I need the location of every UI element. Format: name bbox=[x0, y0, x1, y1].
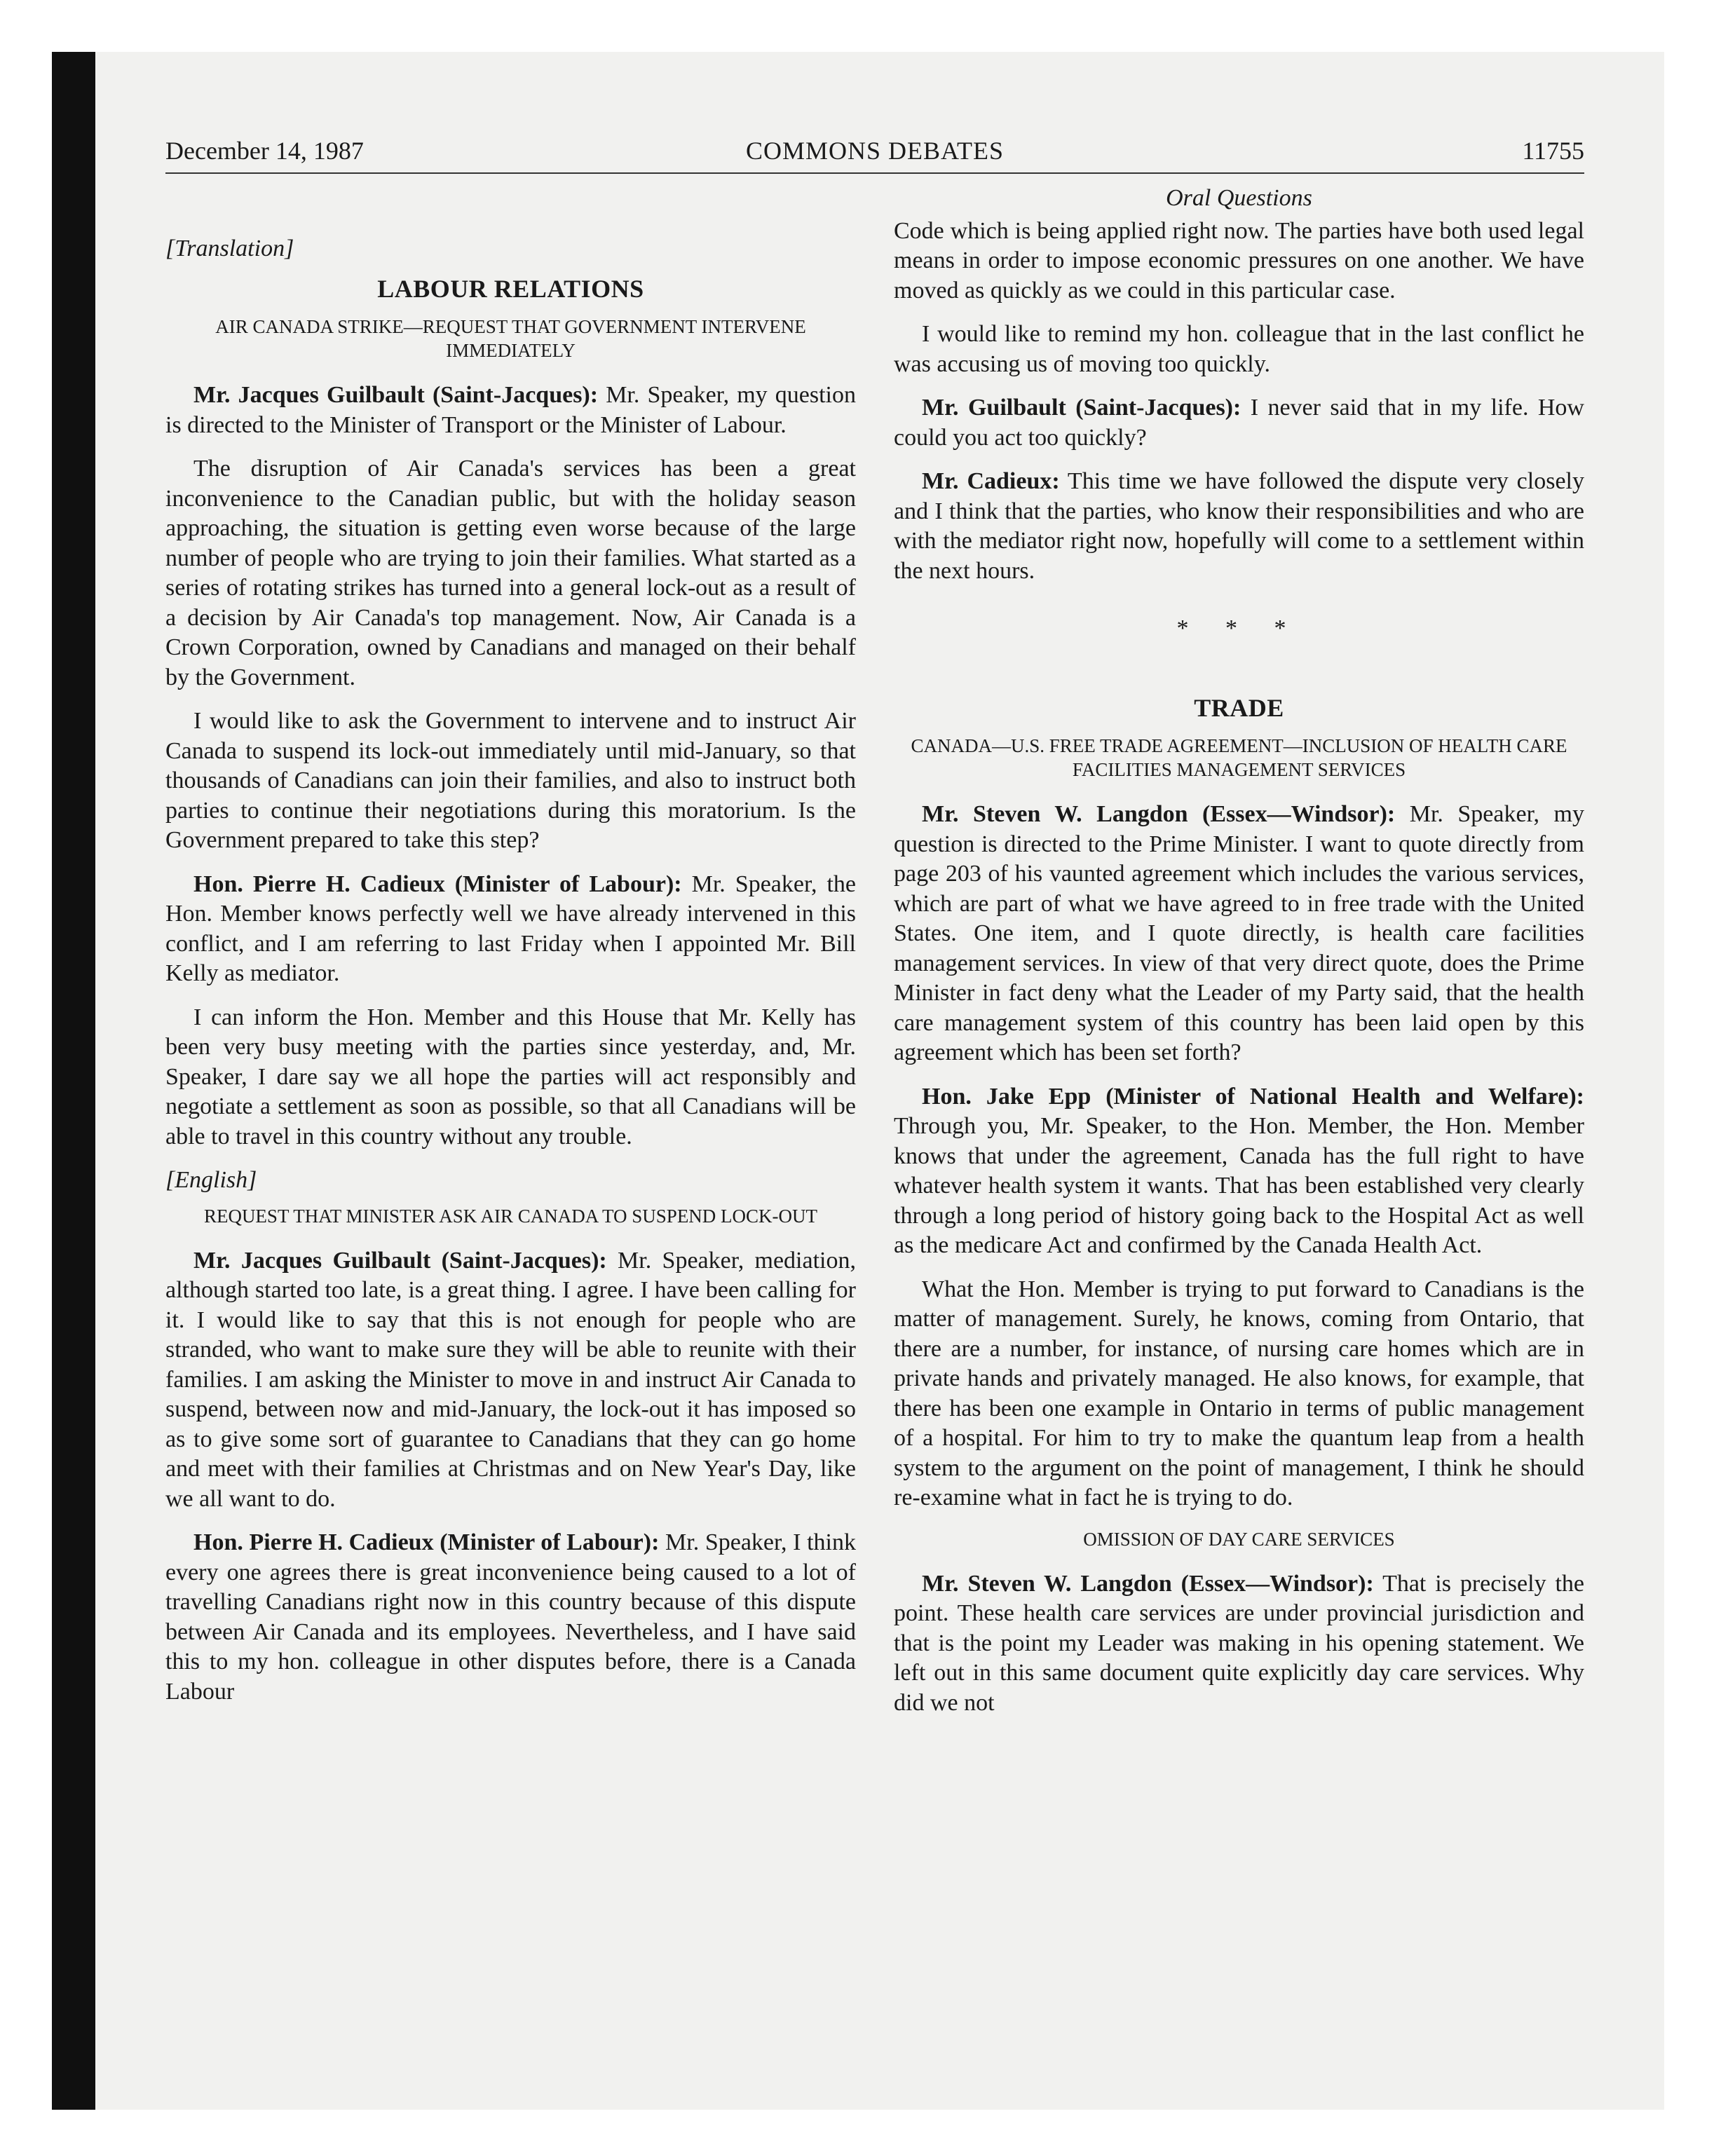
speech-text: Mr. Speaker, mediation, although started too late, is a great thing. I agree. I have been calling for it. I would like to say that this is not enough for people who are stranded, who want to make sure they will be able to reunite with their families. I am asking the Minister to move in and instruct Air Canada to suspend, between now and mid-January, the lock-out it has imposed so as to give some sort of guarantee to Canadians that they can go home and meet with their families at Christmas and on New Year's Day, like we all want to do. bbox=[165, 1247, 856, 1512]
speech-text: I never said that in my life. How could you act too quickly? bbox=[894, 395, 1584, 451]
speech-text: Mr. Speaker, my question is directed to the Minister of Transport or the Minister of Labour. bbox=[165, 382, 857, 438]
speaker-name: Mr. Jacques Guilbault (Saint-Jacques): bbox=[193, 382, 599, 408]
paragraph bbox=[165, 1246, 856, 1515]
speaker-name: Hon. Pierre H. Cadieux (Minister of Labour): bbox=[193, 1529, 660, 1555]
speech-text: Mr. Speaker, my question is directed to the Prime Minister. I want to quote directly from page 203 of his vaunted agreement which includes the various services, which are part of what we have agreed to in free trade with the United States. One item, and I quote directly, is health care facilities management services. In view of that very direct quote, does the Prime Minister in fact deny what the Leader of my Party said, that the health care management system of this country has been laid open by this agreement which has been set forth? bbox=[894, 801, 1584, 1065]
speaker-name: Mr. Jacques Guilbault (Saint-Jacques): bbox=[193, 1247, 607, 1274]
subheading-suspend-lockout: REQUEST THAT MINISTER ASK AIR CANADA TO SUSPEND LOCK-OUT bbox=[203, 1205, 818, 1227]
speaker-name: Mr. Guilbault (Saint-Jacques): bbox=[922, 395, 1241, 421]
paragraph bbox=[894, 467, 1584, 586]
section-heading-trade: TRADE bbox=[1194, 693, 1284, 722]
section-separator: * * * bbox=[1176, 615, 1302, 641]
section-heading-labour-relations: LABOUR RELATIONS bbox=[377, 274, 644, 303]
speech-text: Mr. Speaker, the Hon. Member knows perfectly well we have already intervened in this conflict, and I am referring to last Friday when I appointed Mr. Bill Kelly as mediator. bbox=[165, 871, 856, 986]
subheading-air-canada-strike: AIR CANADA STRIKE—REQUEST THAT GOVERNMENT INTERVENE IMMEDIATELY bbox=[215, 316, 806, 361]
speech-text: Mr. Speaker, I think every one agrees there is great inconvenience being caused to a lot of travelling Canadians right now in this country because of this dispute between Air Canada and its employees. Nevertheless, and I have said this to my hon. colleague in other disputes before, there is a Canada Labour bbox=[165, 1529, 856, 1705]
paragraph bbox=[894, 800, 1584, 1068]
speaker-name: Hon. Jake Epp (Minister of National Health and Welfare): bbox=[922, 1083, 1584, 1110]
header-title: COMMONS DEBATES bbox=[745, 137, 1005, 165]
paragraph bbox=[894, 393, 1584, 453]
paragraph: I would like to ask the Government to intervene and to instruct Air Canada to suspend its lock-out immediately until mid-January, so that thousands of Canadians can join their families, and also to instruct both parties to continue their negotiations during this moratorium. Is the Government prepared to take this step? bbox=[165, 708, 856, 853]
header-date: December 14, 1987 bbox=[165, 137, 364, 165]
paragraph: What the Hon. Member is trying to put forward to Canadians is the matter of management. Surely, he knows, coming from Ontario, that there are a number, for instance, of nursing care homes which are in private hands and privately managed. He also knows, for example, that there has been one example in Ontario in terms of public management of a hospital. For him to try to make the quantum leap from a health system to the argument on the point of management, I think he should re-examine what in fact he is trying to do. bbox=[894, 1276, 1584, 1510]
subheading-day-care: OMISSION OF DAY CARE SERVICES bbox=[1083, 1528, 1395, 1550]
paragraph bbox=[165, 870, 856, 989]
scan-edge-bar bbox=[52, 52, 95, 2110]
translation-tag: [Translation] bbox=[165, 236, 294, 261]
paragraph bbox=[165, 1528, 856, 1707]
speech-text: This time we have followed the dispute very closely and I think that the parties, who know their responsibilities and who are with the mediator right now, hopefully will come to a settlement within the next hours. bbox=[894, 468, 1584, 584]
paragraph: The disruption of Air Canada's services has been a great inconvenience to the Canadian public, but with the holiday season approaching, the situation is getting even worse because of the large number of people who are trying to join their families. What started as a series of rotating strikes has turned into a general lock-out as a result of a decision by Air Canada's top management. Now, Air Canada is a Crown Corporation, owned by Canadians and managed on their behalf by the Government. bbox=[165, 456, 856, 690]
header-page-number: 11755 bbox=[1522, 137, 1584, 165]
speaker-name: Mr. Cadieux: bbox=[922, 468, 1060, 494]
left-column bbox=[165, 184, 856, 1721]
speaker-name: Mr. Steven W. Langdon (Essex—Windsor): bbox=[922, 1570, 1374, 1597]
paragraph: Code which is being applied right now. The parties have both used legal means in order to impose economic pressures on one another. We have moved as quickly as we could in this particular case. bbox=[894, 217, 1584, 303]
page-header bbox=[165, 133, 1584, 174]
running-head: Oral Questions bbox=[1166, 185, 1312, 211]
paragraph bbox=[894, 1082, 1584, 1261]
speech-text: Through you, Mr. Speaker, to the Hon. Member, the Hon. Member knows that under the agreement, Canada has the full right to have whatever health system it wants. That has been established very clearly through a long period of history going back to the Hospital Act as well as the medicare Act and confirmed by the Canada Health Act. bbox=[894, 1113, 1584, 1258]
paragraph bbox=[165, 381, 856, 440]
english-tag: [English] bbox=[165, 1167, 257, 1193]
right-column bbox=[894, 184, 1584, 1732]
paragraph bbox=[894, 1569, 1584, 1719]
paragraph: I would like to remind my hon. colleague that in the last conflict he was accusing us of moving too quickly. bbox=[894, 321, 1584, 377]
subheading-free-trade: CANADA—U.S. FREE TRADE AGREEMENT—INCLUSION OF HEALTH CARE FACILITIES MANAGEMENT SERVICES bbox=[911, 735, 1567, 780]
speaker-name: Hon. Pierre H. Cadieux (Minister of Labour): bbox=[193, 871, 682, 897]
speech-text: That is precisely the point. These health care services are under provincial jurisdiction and that is the point my Leader was making in his opening statement. We left out in this same document quite explicitly day care services. Why did we not bbox=[894, 1570, 1584, 1716]
speaker-name: Mr. Steven W. Langdon (Essex—Windsor): bbox=[922, 801, 1396, 827]
paragraph: I can inform the Hon. Member and this House that Mr. Kelly has been very busy meeting with the parties since yesterday, and, Mr. Speaker, I dare say we all hope the parties will act responsibly and negotiate a settlement as soon as possible, so that all Canadians will be able to travel in this country without any trouble. bbox=[165, 1004, 856, 1149]
